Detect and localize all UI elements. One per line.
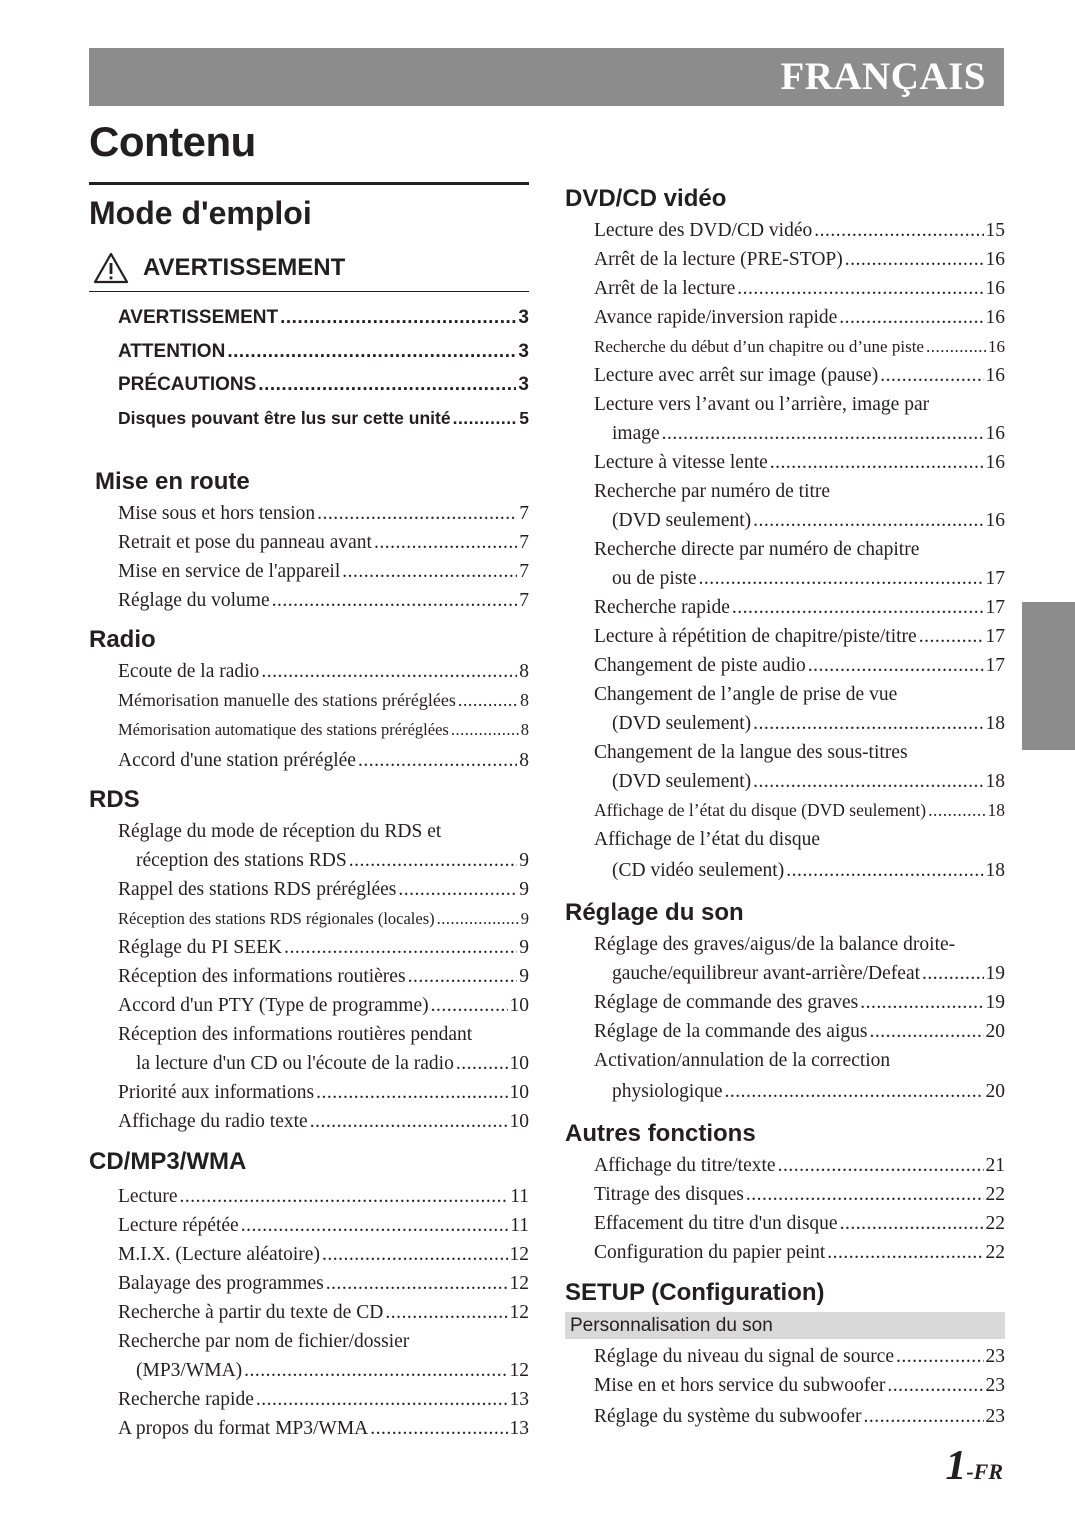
page-number [945, 1442, 1003, 1490]
section-list [89, 657, 529, 778]
mode-title: Mode d'emploi [89, 182, 529, 245]
section-title-son: Réglage du son [565, 899, 744, 926]
toc-entry[interactable]: PRÉCAUTIONS ..... 3 [89, 368, 529, 402]
toc-entry[interactable]: Lecture des DVD/CD vidéo ..... 15 [565, 216, 1005, 245]
toc-entry[interactable]: Accord d'une station préréglée ..... 8 [89, 744, 529, 778]
section-list [565, 930, 1005, 1108]
toc-entry[interactable]: Arrêt de la lecture ..... 16 [565, 274, 1005, 303]
section-list [89, 499, 529, 615]
toc-entry[interactable]: Réception des informations routières ..... 9 [89, 962, 529, 991]
toc-entry[interactable]: Lecture vers l’avant ou l’arrière, image par image ..... 16 [565, 390, 1005, 448]
toc-entry[interactable]: Affichage du radio texte ..... 10 [89, 1107, 529, 1136]
toc-entry[interactable]: Priorité aux informations ..... 10 [89, 1078, 529, 1107]
toc-entry[interactable]: Réglage du PI SEEK ..... 9 [89, 933, 529, 962]
language-label: FRANÇAIS [780, 55, 986, 98]
toc-entry[interactable]: Ecoute de la radio ..... 8 [89, 657, 529, 686]
section-list [565, 1151, 1005, 1267]
section-list [565, 1342, 1005, 1434]
toc-entry[interactable]: Lecture répétée ..... 11 [89, 1211, 529, 1240]
warning-triangle-icon [93, 252, 129, 284]
toc-entry[interactable]: Lecture avec arrêt sur image (pause) ..... 16 [565, 361, 1005, 390]
toc-entry[interactable]: Balayage des programmes ..... 12 [89, 1269, 529, 1298]
toc-entry[interactable]: M.I.X. (Lecture aléatoire) ..... 12 [89, 1240, 529, 1269]
toc-entry[interactable]: Avance rapide/inversion rapide ..... 16 [565, 303, 1005, 332]
toc-entry[interactable]: Mémorisation manuelle des stations préréglées ..... 8 [89, 686, 529, 715]
toc-entry[interactable]: Mise en et hors service du subwoofer ..... 23 [565, 1371, 1005, 1400]
toc-entry[interactable]: Réglage de commande des graves ..... 19 [565, 988, 1005, 1017]
toc-entry[interactable]: Réglage du mode de réception du RDS et réception des stations RDS ..... 9 [89, 817, 529, 875]
toc-entry[interactable]: Lecture à vitesse lente ..... 16 [565, 448, 1005, 477]
section-title-radio: Radio [89, 626, 156, 653]
section-title-autres: Autres fonctions [565, 1120, 756, 1147]
toc-entry[interactable]: Affichage de l’état du disque (DVD seulement) ..... 18 [565, 796, 1005, 825]
language-banner [89, 48, 1004, 106]
toc-entry[interactable]: Affichage de l’état du disque (CD vidéo seulement) ..... 18 [565, 825, 1005, 887]
toc-entry[interactable]: Lecture ..... 11 [89, 1182, 529, 1211]
toc-entry[interactable]: Titrage des disques ..... 22 [565, 1180, 1005, 1209]
toc-entry[interactable]: Lecture à répétition de chapitre/piste/titre ..... 17 [565, 622, 1005, 651]
warning-heading-label: AVERTISSEMENT [143, 254, 346, 281]
section-title-rds: RDS [89, 786, 140, 813]
toc-entry[interactable]: Activation/annulation de la correction physiologique ..... 20 [565, 1046, 1005, 1108]
toc-entry[interactable]: Mémorisation automatique des stations préréglées ..... 8 [89, 715, 529, 744]
toc-entry[interactable]: ATTENTION ..... 3 [89, 335, 529, 369]
toc-entry[interactable]: Changement de piste audio ..... 17 [565, 651, 1005, 680]
warning-list [89, 301, 529, 435]
toc-entry[interactable]: Changement de l’angle de prise de vue (DVD seulement) ..... 18 [565, 680, 1005, 738]
toc-entry[interactable]: Affichage du titre/texte ..... 21 [565, 1151, 1005, 1180]
section-title-mise-en-route: Mise en route [95, 468, 250, 495]
section-list [89, 817, 529, 1136]
toc-entry[interactable]: Arrêt de la lecture (PRE-STOP) ..... 16 [565, 245, 1005, 274]
toc-entry[interactable]: Réception des informations routières pendant la lecture d'un CD ou l'écoute de la radio ..... 10 [89, 1020, 529, 1078]
section-list [89, 1182, 529, 1443]
toc-left-column [89, 182, 529, 1443]
toc-entry[interactable]: Effacement du titre d'un disque ..... 22 [565, 1209, 1005, 1238]
section-title-setup: SETUP (Configuration) [565, 1279, 825, 1306]
toc-entry[interactable]: Réglage du volume ..... 7 [89, 586, 529, 615]
toc-right-column [565, 182, 1005, 1434]
toc-entry[interactable]: Réglage du système du subwoofer ..... 23 [565, 1400, 1005, 1434]
toc-entry[interactable]: Réception des stations RDS régionales (locales) ..... 9 [89, 904, 529, 933]
page-title: Contenu [89, 118, 256, 165]
page-number-suffix: -FR [966, 1459, 1003, 1484]
toc-entry[interactable]: Réglage de la commande des aigus ..... 20 [565, 1017, 1005, 1046]
toc-entry[interactable]: Mise en service de l'appareil ..... 7 [89, 557, 529, 586]
toc-entry[interactable]: Rappel des stations RDS préréglées ..... 9 [89, 875, 529, 904]
toc-entry[interactable]: Recherche à partir du texte de CD ..... 12 [89, 1298, 529, 1327]
toc-entry[interactable]: Recherche du début d’un chapitre ou d’une piste ..... 16 [565, 332, 1005, 361]
toc-entry[interactable]: Réglage des graves/aigus/de la balance droite- gauche/equilibreur avant-arrière/Defeat ..... 19 [565, 930, 1005, 988]
toc-entry[interactable]: Disques pouvant être lus sur cette unité ..... 5 [89, 402, 529, 436]
toc-entry[interactable]: Réglage du niveau du signal de source ..... 23 [565, 1342, 1005, 1371]
page-number-value: 1 [945, 1443, 967, 1489]
section-title-cd: CD/MP3/WMA [89, 1148, 247, 1175]
toc-entry[interactable]: Recherche rapide ..... 17 [565, 593, 1005, 622]
toc-entry[interactable]: Recherche par nom de fichier/dossier (MP3/WMA) ..... 12 [89, 1327, 529, 1385]
toc-entry[interactable]: AVERTISSEMENT ..... 3 [89, 301, 529, 335]
toc-entry[interactable]: Recherche rapide ..... 13 [89, 1385, 529, 1414]
toc-entry[interactable]: A propos du format MP3/WMA ..... 13 [89, 1414, 529, 1443]
toc-entry[interactable]: Recherche par numéro de titre (DVD seulement) ..... 16 [565, 477, 1005, 535]
subsection-heading: Personnalisation du son [565, 1312, 1005, 1339]
section-title-dvd: DVD/CD vidéo [565, 185, 727, 212]
warning-heading [89, 245, 529, 292]
toc-entry[interactable]: Recherche directe par numéro de chapitre ou de piste ..... 17 [565, 535, 1005, 593]
section-list [565, 216, 1005, 887]
toc-entry[interactable]: Configuration du papier peint ..... 22 [565, 1238, 1005, 1267]
side-tab-marker [1022, 602, 1075, 750]
toc-entry[interactable]: Mise sous et hors tension ..... 7 [89, 499, 529, 528]
toc-entry[interactable]: Retrait et pose du panneau avant ..... 7 [89, 528, 529, 557]
toc-entry[interactable]: Accord d'un PTY (Type de programme) ..... 10 [89, 991, 529, 1020]
toc-entry[interactable]: Changement de la langue des sous-titres (DVD seulement) ..... 18 [565, 738, 1005, 796]
